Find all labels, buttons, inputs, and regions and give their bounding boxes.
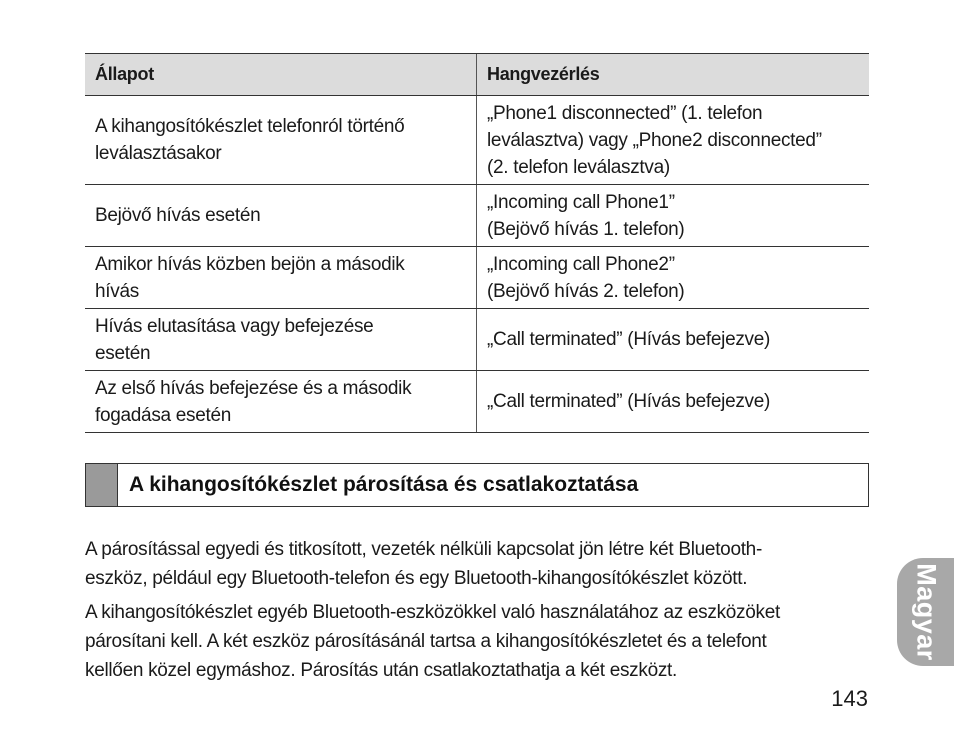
table-header-row bbox=[85, 54, 869, 96]
cell-text: Az első hívás befejezése és a második bbox=[95, 377, 412, 399]
cell-text: Bejövő hívás esetén bbox=[95, 205, 261, 226]
voice-cell bbox=[477, 309, 870, 371]
cell-text: hívás bbox=[95, 280, 139, 302]
section-marker-block bbox=[86, 464, 118, 506]
cell-text: „Incoming call Phone1” bbox=[487, 191, 675, 213]
status-voice-table bbox=[85, 53, 869, 433]
cell-text: (Bejövő hívás 1. telefon) bbox=[487, 218, 685, 240]
state-cell bbox=[85, 96, 477, 185]
table-row bbox=[85, 309, 869, 371]
cell-text: (2. telefon leválasztva) bbox=[487, 156, 670, 178]
paragraph-line: A párosítással egyedi és titkosított, vezeték nélküli kapcsolat jön létre két Bluetooth- bbox=[85, 539, 762, 560]
section-heading bbox=[85, 463, 869, 507]
cell-text: „Incoming call Phone2” bbox=[487, 253, 675, 275]
cell-text: fogadása esetén bbox=[95, 404, 232, 426]
language-side-tab bbox=[897, 558, 954, 666]
page-number: 143 bbox=[831, 686, 868, 711]
cell-text: A kihangosítókészlet telefonról történő bbox=[95, 116, 405, 137]
column-header-state: Állapot bbox=[85, 54, 477, 96]
state-cell bbox=[85, 247, 477, 309]
cell-text: leválasztásakor bbox=[95, 143, 222, 164]
table-row bbox=[85, 96, 869, 185]
paragraph bbox=[85, 535, 875, 593]
paragraph-line: A kihangosítókészlet egyéb Bluetooth-eszközökkel való használatához az eszközöket bbox=[85, 602, 780, 623]
cell-text: Amikor hívás közben bejön a második bbox=[95, 253, 405, 275]
column-header-voice: Hangvezérlés bbox=[477, 54, 870, 96]
section-title: A kihangosítókészlet párosítása és csatlakoztatása bbox=[129, 473, 639, 496]
paragraph bbox=[85, 598, 875, 685]
state-cell bbox=[85, 309, 477, 371]
table-row bbox=[85, 371, 869, 433]
cell-text: leválasztva) vagy „Phone2 disconnected” bbox=[487, 129, 822, 151]
cell-text: „Call terminated” (Hívás befejezve) bbox=[487, 391, 771, 412]
paragraph-line: eszköz, például egy Bluetooth-telefon és egy Bluetooth-kihangosítókészlet között. bbox=[85, 568, 748, 589]
state-cell bbox=[85, 185, 477, 247]
voice-cell bbox=[477, 371, 870, 433]
state-cell bbox=[85, 371, 477, 433]
cell-text: (Bejövő hívás 2. telefon) bbox=[487, 280, 685, 302]
cell-text: „Call terminated” (Hívás befejezve) bbox=[487, 329, 771, 350]
language-tab-label: Magyar bbox=[911, 563, 941, 661]
cell-text: esetén bbox=[95, 342, 151, 364]
paragraph-line: kellően közel egymáshoz. Párosítás után csatlakoztathatja a két eszközt. bbox=[85, 660, 678, 681]
paragraph-line: párosítani kell. A két eszköz párosításánál tartsa a kihangosítókészletet és a telefont bbox=[85, 631, 767, 652]
voice-cell bbox=[477, 247, 870, 309]
cell-text: Hívás elutasítása vagy befejezése bbox=[95, 315, 374, 337]
voice-cell bbox=[477, 96, 870, 185]
table-row bbox=[85, 185, 869, 247]
table-row bbox=[85, 247, 869, 309]
voice-cell bbox=[477, 185, 870, 247]
cell-text: „Phone1 disconnected” (1. telefon bbox=[487, 102, 763, 124]
